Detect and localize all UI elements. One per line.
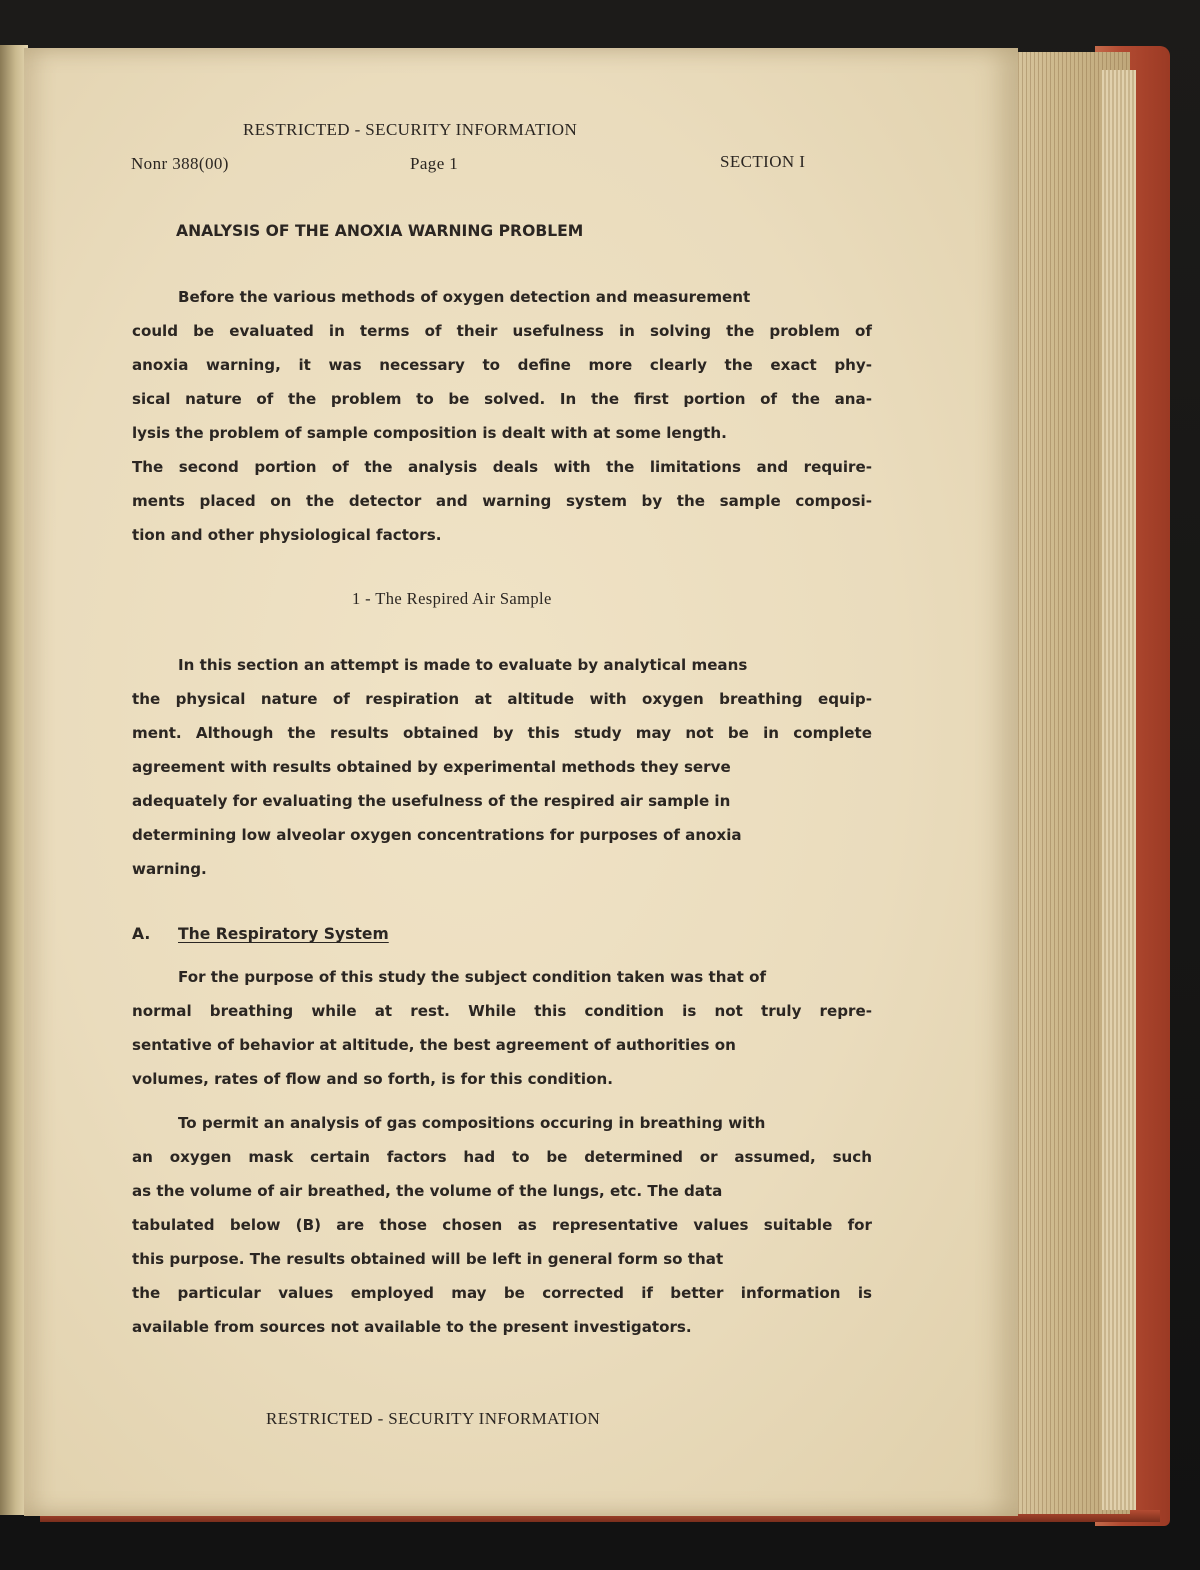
paragraph-line: normal breathing while at rest. While this condition is not truly repre- — [132, 1002, 872, 1020]
part-label: A. — [132, 925, 151, 943]
paragraph-line: as the volume of air breathed, the volume of the lungs, etc. The data — [132, 1182, 723, 1200]
intro-paragraph — [132, 280, 872, 552]
classification-footer: RESTRICTED - SECURITY INFORMATION — [266, 1409, 601, 1428]
paragraph-line: volumes, rates of flow and so forth, is for this condition. — [132, 1070, 613, 1088]
paragraph-line: could be evaluated in terms of their usefulness in solving the problem of — [132, 322, 872, 340]
paragraph-line: lysis the problem of sample composition is dealt with at some length. — [132, 424, 727, 442]
section-paragraph — [132, 648, 872, 886]
classification-header: RESTRICTED - SECURITY INFORMATION — [243, 120, 578, 139]
paragraph-line: Before the various methods of oxygen detection and measurement — [178, 288, 751, 306]
paragraph-line: sical nature of the problem to be solved. In the first portion of the ana- — [132, 390, 872, 408]
part-a-paragraph-2 — [132, 1106, 872, 1344]
paragraph-line: adequately for evaluating the usefulness of the respired air sample in — [132, 792, 731, 810]
part-heading: The Respiratory System — [178, 925, 389, 943]
section-label: SECTION I — [720, 152, 806, 171]
paragraph-line: sentative of behavior at altitude, the best agreement of authorities on — [132, 1036, 736, 1054]
paragraph-line: the physical nature of respiration at altitude with oxygen breathing equip- — [132, 690, 872, 708]
paragraph-line: For the purpose of this study the subject condition taken was that of — [178, 968, 767, 986]
paragraph-line: the particular values employed may be corrected if better information is — [132, 1284, 872, 1302]
paragraph-line: determining low alveolar oxygen concentrations for purposes of anoxia — [132, 826, 742, 844]
paragraph-line: To permit an analysis of gas compositions occuring in breathing with — [178, 1114, 766, 1132]
paragraph-line: this purpose. The results obtained will be left in general form so that — [132, 1250, 724, 1268]
paragraph-line: an oxygen mask certain factors had to be determined or assumed, such — [132, 1148, 872, 1166]
paragraph-line: tabulated below (B) are those chosen as representative values suitable for — [132, 1216, 872, 1234]
paragraph-line: warning. — [132, 860, 207, 878]
paragraph-line: In this section an attempt is made to evaluate by analytical means — [178, 656, 748, 674]
paragraph-line: agreement with results obtained by experimental methods they serve — [132, 758, 731, 776]
subsection-heading: 1 - The Respired Air Sample — [352, 589, 552, 608]
paragraph-line: tion and other physiological factors. — [132, 526, 442, 544]
paragraph-line: The second portion of the analysis deals with the limitations and require- — [132, 458, 872, 476]
page-stack-inner — [1102, 70, 1136, 1510]
contract-number: Nonr 388(00) — [131, 154, 229, 173]
paragraph-line: available from sources not available to the present investigators. — [132, 1318, 692, 1336]
paragraph-line: ments placed on the detector and warning system by the sample composi- — [132, 492, 872, 510]
paragraph-line: ment. Although the results obtained by this study may not be in complete — [132, 724, 872, 742]
page-title: ANALYSIS OF THE ANOXIA WARNING PROBLEM — [176, 222, 584, 240]
page-number: Page 1 — [410, 154, 459, 173]
part-a-paragraph-1 — [132, 960, 872, 1096]
paragraph-line: anoxia warning, it was necessary to define more clearly the exact phy- — [132, 356, 872, 374]
